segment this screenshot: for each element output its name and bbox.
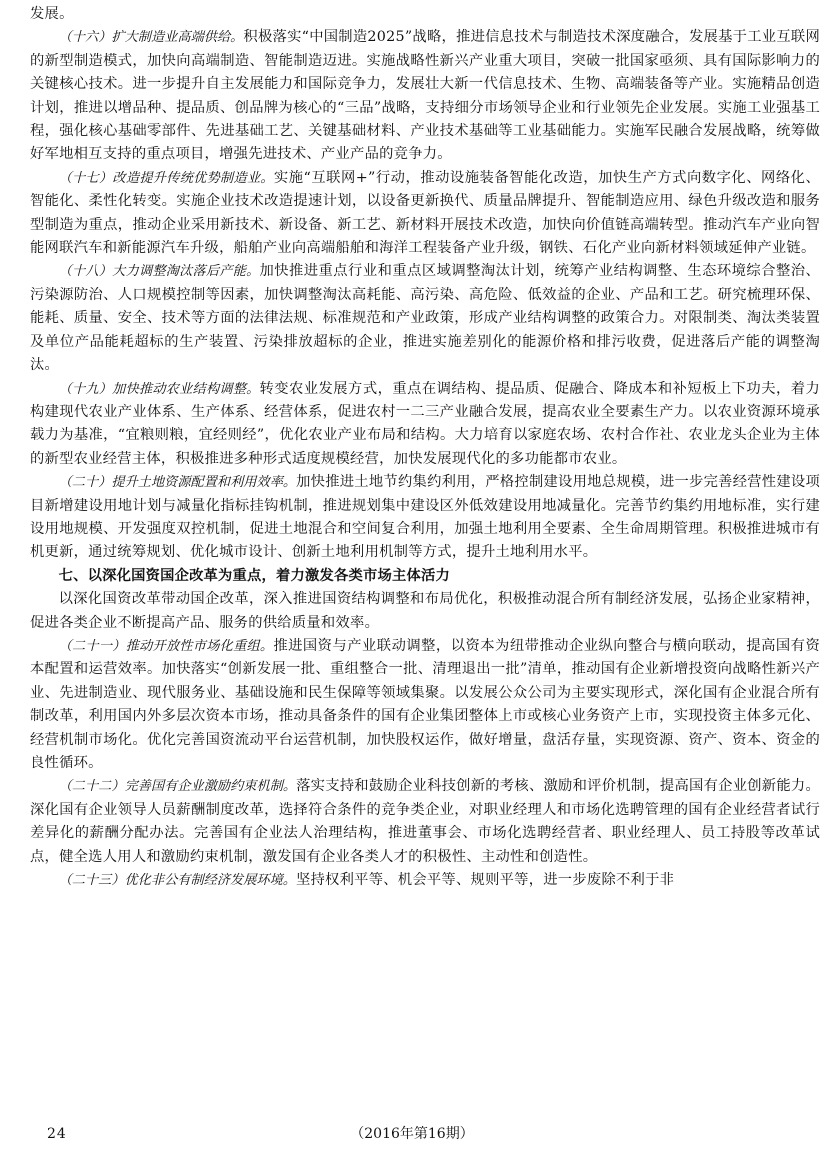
paragraph-17 xyxy=(30,167,820,261)
body-text xyxy=(30,3,820,892)
paragraph-17-body: 实施“互联网+”行动，推动设施装备智能化改造，加快生产方式向数字化、网络化、智能化、柔性化转变。实施企业技术改造提速计划，以设备更新换代、质量品牌提升、智能制造应用、绿色升级改造和服务型制造为重点，推动企业采用新技术、新设备、新工艺、新材料开展技术改造，加快向价值链高端转型。推动汽车产业向智能网联汽车和新能源汽车升级，船舶产业向高端船舶和海洋工程装备产业升级，钢铁、石化产业向新材料领域延伸产业链。 xyxy=(30,169,821,257)
section-heading: 七、以深化国资国企改革为重点，着力激发各类市场主体活力 xyxy=(58,567,451,584)
paragraph-18-body: 加快推进重点行业和重点区域调整淘汰计划，统筹产业结构调整、生态环境综合整治、污染源防治、人口规模控制等因素，加快调整淘汰高耗能、高污染、高危险、低效益的企业、产品和工艺。研究梳理环保、能耗、质量、安全、技术等方面的法律法规、标准规范和产业政策，形成产业结构调整的政策合力。对限制类、淘汰类装置及单位产品能耗超标的生产装置、污染排放超标的企业，推进实施差别化的能源价格和排污收费，促进落后产能的调整淘汰。 xyxy=(30,263,821,374)
paragraph-16 xyxy=(30,26,820,166)
page-number: 24 xyxy=(47,1126,67,1142)
paragraph-23-heading: （二十三）优化非公有制经济发展环境。 xyxy=(58,873,296,889)
issue-label: （2016年第16期） xyxy=(350,1126,474,1142)
paragraph-22 xyxy=(30,775,820,869)
paragraph-19-heading: （十九）加快推动农业结构调整。 xyxy=(58,381,260,397)
paragraph-21-body: 推进国资与产业联动调整，以资本为纽带推动企业纵向整合与横向联动，提高国有资本配置和运营效率。加快落实“创新发展一批、重组整合一批、清理退出一批”清单，推动国有企业新增投资向战略性新兴产业、先进制造业、现代服务业、基础设施和民生保障等领域集聚。以发展公众公司为主要实现形式，深化国有企业混合所有制改革，利用国内外多层次资本市场，推动具备条件的国有企业集团整体上市或核心业务资产上市，实现投资主体多元化、经营机制市场化。优化完善国资流动平台运营机制，加快股权运作，做好增量，盘活存量，实现资源、资产、资本、资金的良性循环。 xyxy=(30,637,821,771)
paragraph-19-body: 转变农业发展方式，重点在调结构、提品质、促融合、降成本和补短板上下功夫，着力构建现代农业产业体系、生产体系、经营体系，促进农村一二三产业融合发展，提高农业全要素生产力。以农业资源环境承载力为基准，“宜粮则粮，宜经则经”，优化农业产业布局和结构。大力培育以家庭农场、农村合作社、农业龙头企业为主体的新型农业经营主体，积极推进多种形式适度规模经营，加快发展现代化的多功能都市农业。 xyxy=(30,380,821,467)
paragraph-16-body: 积极落实“中国制造2025”战略，推进信息技术与制造技术深度融合，发展基于工业互联网的新型制造模式，加快向高端制造、智能制造迈进。实施战略性新兴产业重大项目，突破一批国家亟须、具有国际影响力的关键核心技术。进一步提升自主发展能力和国际竞争力，发展壮大新一代信息技术、生物、高端装备等产业。实施精品创造计划，推进以增品种、提品质、创品牌为核心的“三品”战略，支持细分市场领导企业和行业领先企业发展。实施工业强基工程，强化核心基础零部件、先进基础工艺、关键基础材料、产业技术基础等工业基础能力。实施军民融合发展战略，统筹做好军地相互支持的重点项目，增强先进技术、产业产品的竞争力。 xyxy=(30,29,821,163)
paragraph-20 xyxy=(30,471,820,565)
paragraph-21 xyxy=(30,635,820,775)
paragraph-17-heading: （十七）改造提升传统优势制造业。 xyxy=(58,170,274,186)
paragraph-18 xyxy=(30,260,820,377)
paragraph-23 xyxy=(30,869,820,892)
paragraph-18-heading: （十八）大力调整淘汰落后产能。 xyxy=(58,264,260,280)
paragraph-21-heading: （二十一）推动开放性市场化重组。 xyxy=(58,638,274,654)
paragraph-22-heading: （二十二）完善国有企业激励约束机制。 xyxy=(58,779,297,795)
paragraph-16-heading: （十六）扩大制造业高端供给。 xyxy=(58,30,244,46)
section-intro: 以深化国资改革带动国企改革，深入推进国资结构调整和布局优化，积极推动混合所有制经济发展，弘扬企业家精神，促进各类企业不断提高产品、服务的供给质量和效率。 xyxy=(30,591,820,631)
paragraph-19 xyxy=(30,378,820,472)
paragraph-20-body: 加快推进土地节约集约利用，严格控制建设用地总规模，进一步完善经营性建设项目新增建设用地计划与减量化指标挂钩机制，推进规划集中建设区外低效建设用地减量化。完善节约集约用地标准，实行建设用地规模、开发强度双控机制，促进土地混合和空间复合利用，加强土地利用全要素、全生命周期管理。积极推进城市有机更新，通过统筹规划、优化城市设计、创新土地利用机制等方式，提升土地利用水平。 xyxy=(30,474,821,561)
paragraph-22-body: 落实支持和鼓励企业科技创新的考核、激励和评价机制，提高国有企业创新能力。深化国有企业领导人员薪酬制度改革，选择符合条件的竞争类企业，对职业经理人和市场化选聘管理的国有企业经营者试行差异化的薪酬分配办法。完善国有企业法人治理结构，推进董事会、市场化选聘经营者、职业经理人、员工持股等改革试点，健全选人用人和激励约束机制，激发国有企业各类人才的积极性、主动性和创造性。 xyxy=(30,778,821,865)
paragraph-20-heading: （二十）提升土地资源配置和利用效率。 xyxy=(58,475,297,491)
paragraph-23-body: 坚持权利平等、机会平等、规则平等，进一步废除不利于非 xyxy=(295,872,675,889)
opening-fragment: 发展。 xyxy=(30,6,74,22)
